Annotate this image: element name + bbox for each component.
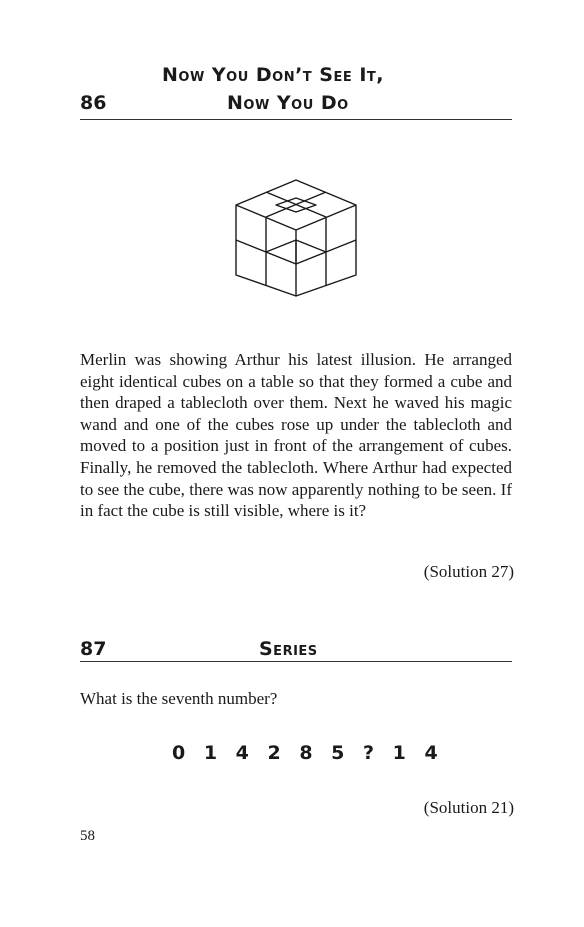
puzzle-87-number: 87 <box>80 638 107 660</box>
puzzle-87-title: Series <box>259 638 318 660</box>
puzzle-87-solution-ref: (Solution 21) <box>423 798 514 817</box>
cube-illusion-figure <box>226 174 366 300</box>
puzzle-86-title-line1: Now You Don’t See It, <box>162 64 385 86</box>
number-sequence: 0 1 4 2 8 5 ? 1 4 <box>172 742 439 764</box>
puzzle-86-number: 86 <box>80 92 107 114</box>
puzzle-86-title-line2: Now You Do <box>227 92 349 114</box>
page-number: 58 <box>80 828 95 844</box>
puzzle-87-question: What is the seventh number? <box>80 689 278 708</box>
puzzle-86-header-rule <box>80 119 512 120</box>
puzzle-86-solution-ref: (Solution 27) <box>423 562 514 581</box>
puzzle-86-text: Merlin was showing Arthur his latest illusion. He arranged eight identical cubes on a table so that they formed a cube and then draped a tablecloth over them. Next he waved his magic wand and one of the cubes rose up under the tablecloth and moved to a position just in front of the arrangement of cubes. Finally, he removed the tablecloth. Where Arthur had expected to see the cube, there was now apparently nothing to be seen. If in fact the cube is still visible, where is it? <box>80 350 512 521</box>
puzzle-87-header-rule <box>80 661 512 662</box>
